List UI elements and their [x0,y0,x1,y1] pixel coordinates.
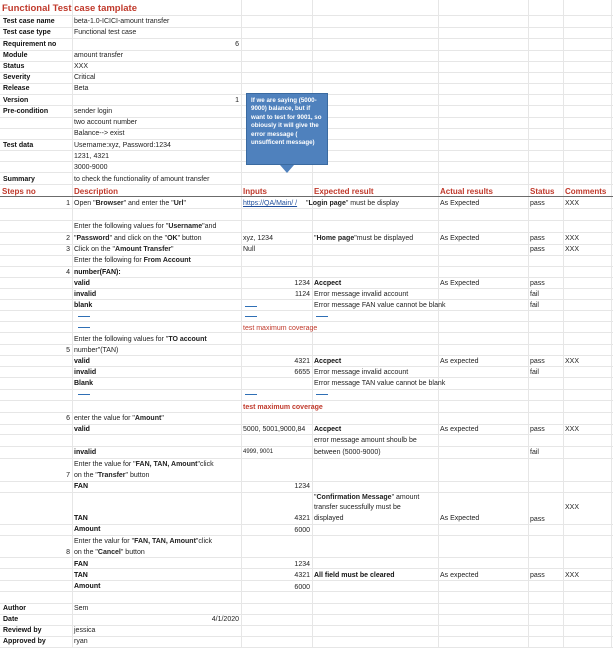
step-description: enter the value for "Amount" [74,415,164,422]
meta-value: Functional test case [74,29,137,36]
url-link[interactable]: https://QA/Main/ / [243,200,298,207]
meta-value: two account number [74,119,138,126]
case-label: FAN [74,561,88,568]
input-cell: 5000, 5001,9000,84 [243,426,306,433]
meta-value: sender login [74,108,113,115]
step-description: number"(TAN) [74,347,119,354]
input-cell: Null [243,246,256,253]
footer-value: 4/1/2020 [211,616,239,623]
input-cell: 1124 [294,291,310,298]
footer-value: jessica [74,627,96,634]
step-description: Enter the value for "FAN, TAN, Amount"click [74,461,214,468]
expected-result: "Home page"must be displayed [314,235,414,242]
input-cell: 1234 [294,561,310,568]
status-cell: pass [530,280,545,287]
meta-value: Balance--> exist [74,130,125,137]
step-number: 8 [66,549,70,556]
comment-cell: XXX [565,426,580,433]
step-description: Enter the valur for "FAN, TAN, Amount"click [74,538,213,545]
step-number: 6 [66,415,70,422]
step-description: Open "Browser" and enter the "Url" [74,200,186,207]
status-cell: pass [530,200,545,207]
header-steps: Steps no [2,187,36,196]
expected-result: transfer sucessfully must be [314,504,401,511]
expected-result: "Login page" must be display [306,200,399,207]
status-cell: fail [530,302,539,309]
expected-result: All field must be cleared [314,572,395,579]
header-comments: Comments [565,187,607,196]
dash-mark [316,316,328,317]
expected-result: between (5000-9000) [314,449,381,456]
actual-result: As Expected [440,235,480,242]
actual-result: As expected [440,358,479,365]
expected-result: Error message FAN value cannot be blank [314,302,446,309]
actual-result: As Expected [440,515,480,522]
meta-value: 6 [235,41,239,48]
status-cell: pass [530,572,545,579]
expected-result: Error message invalid account [314,291,409,298]
step-description: on the "Transfer" button [74,472,150,479]
expected-result: Error message invalid account [314,369,409,376]
column-divider [72,0,73,648]
input-cell: 1234 [294,280,310,287]
dash-mark [78,394,90,395]
meta-label: Summary [3,176,35,183]
status-cell: fail [530,449,539,456]
status-cell: pass [530,246,545,253]
input-cell: xyz, 1234 [243,235,273,242]
meta-value: Username:xyz, Password:1234 [74,142,171,149]
meta-value: 1231, 4321 [74,153,110,160]
actual-result: As Expected [440,200,480,207]
input-cell: 4321 [294,515,310,522]
case-label: Amount [74,526,101,533]
callout-pointer [280,165,294,173]
case-label: invalid [74,291,97,298]
comment-cell: XXX [565,246,580,253]
step-description: Enter the following for From Account [74,257,191,264]
input-cell: 4321 [294,572,310,579]
dash-mark [245,306,257,307]
input-cell: 4999, 9001 [243,449,274,455]
meta-value: amount transfer [74,52,124,59]
step-description: Enter the following values for "Username"and [74,223,217,230]
case-label: TAN [74,572,88,579]
dash-mark [316,394,328,395]
meta-label: Test data [3,142,34,149]
case-label: invalid [74,449,97,456]
column-divider [563,0,564,648]
expected-result: error message amount shoulb be [314,437,417,444]
expected-result: Accpect [314,358,342,365]
case-label: invalid [74,369,97,376]
status-cell: fail [530,369,539,376]
step-description: on the "Cancel" button [74,549,145,556]
comment-cell: XXX [565,200,580,207]
meta-label: Test case name [3,18,55,25]
comment-cell: XXX [565,504,580,511]
step-number: 1 [66,200,70,207]
step-number: 5 [66,347,70,354]
status-cell: pass [530,516,545,523]
header-status: Status [530,187,555,196]
footer-label: Approved by [3,638,46,645]
meta-value: XXX [74,63,89,70]
comment-callout[interactable]: If we are saying (5000-9000) balance, but if want to test for 9001, so obiously it will give the error message ( unsufficent message) [246,93,328,165]
column-divider [528,0,529,648]
meta-label: Version [3,97,29,104]
meta-label: Requirement no [3,41,57,48]
meta-value: beta-1.0-ICICI-amount transfer [74,18,170,25]
dash-mark [245,394,257,395]
expected-result: Error message TAN value cannot be blank [314,380,446,387]
footer-value: Sem [74,605,89,612]
meta-value: Critical [74,74,96,81]
expected-result: displayed [314,515,344,522]
page-title: Functional Test case tamplate [2,3,137,14]
coverage-note: test maximum coverage [243,325,318,332]
case-label: blank [74,302,93,309]
case-label: valid [74,280,90,287]
comment-cell: XXX [565,358,580,365]
footer-label: Author [3,605,26,612]
header-actual: Actual results [440,187,493,196]
meta-value: to check the functionality of amount transfer [74,176,210,183]
column-divider [611,0,612,648]
meta-label: Status [3,63,25,70]
header-inputs: Inputs [243,187,267,196]
case-label: Amount [74,583,101,590]
step-number: 4 [66,269,70,276]
comment-cell: XXX [565,572,580,579]
actual-result: As Expected [440,280,480,287]
dash-mark [78,316,90,317]
actual-result: As expected [440,572,479,579]
input-cell: 4321 [294,358,310,365]
footer-value: ryan [74,638,88,645]
case-label: valid [74,358,90,365]
footer-label: Reviewd by [3,627,42,634]
header-expected: Expected result [314,187,374,196]
status-cell: pass [530,358,545,365]
step-description: Click on the "Amount Transfer" [74,246,174,253]
status-cell: pass [530,426,545,433]
expected-result: "Confirmation Message" amount [314,494,420,501]
input-cell: 6000 [294,584,310,591]
case-label: FAN [74,483,88,490]
comment-cell: XXX [565,235,580,242]
case-label: valid [74,426,90,433]
status-cell: fail [530,291,539,298]
dash-mark [245,316,257,317]
header-description: Description [74,187,119,196]
footer-label: Date [3,616,19,623]
step-number: 7 [66,472,70,479]
expected-result: Accpect [314,426,342,433]
dash-mark [78,327,90,328]
meta-label: Severity [3,74,31,81]
actual-result: As expected [440,426,479,433]
meta-label: Module [3,52,28,59]
column-divider [241,0,242,648]
step-description: Enter the following values for "TO account [74,336,207,343]
case-label: Blank [74,380,94,387]
status-cell: pass [530,235,545,242]
step-number: 2 [66,235,70,242]
step-description: number(FAN): [74,269,121,276]
meta-label: Release [3,85,30,92]
step-number: 3 [66,246,70,253]
step-description: "Password" and click on the "OK" button [74,235,202,242]
coverage-note: test maximum coverage [243,404,323,411]
case-label: TAN [74,515,88,522]
column-divider [438,0,439,648]
meta-value: Beta [74,85,89,92]
meta-label: Test case type [3,29,51,36]
header-divider [0,196,613,197]
expected-result: Accpect [314,280,342,287]
input-cell: 1234 [294,483,310,490]
meta-label: Pre-condition [3,108,49,115]
meta-value: 3000-9000 [74,164,108,171]
input-cell: 6655 [294,369,310,376]
meta-value: 1 [235,97,239,104]
input-cell: 6000 [294,527,310,534]
